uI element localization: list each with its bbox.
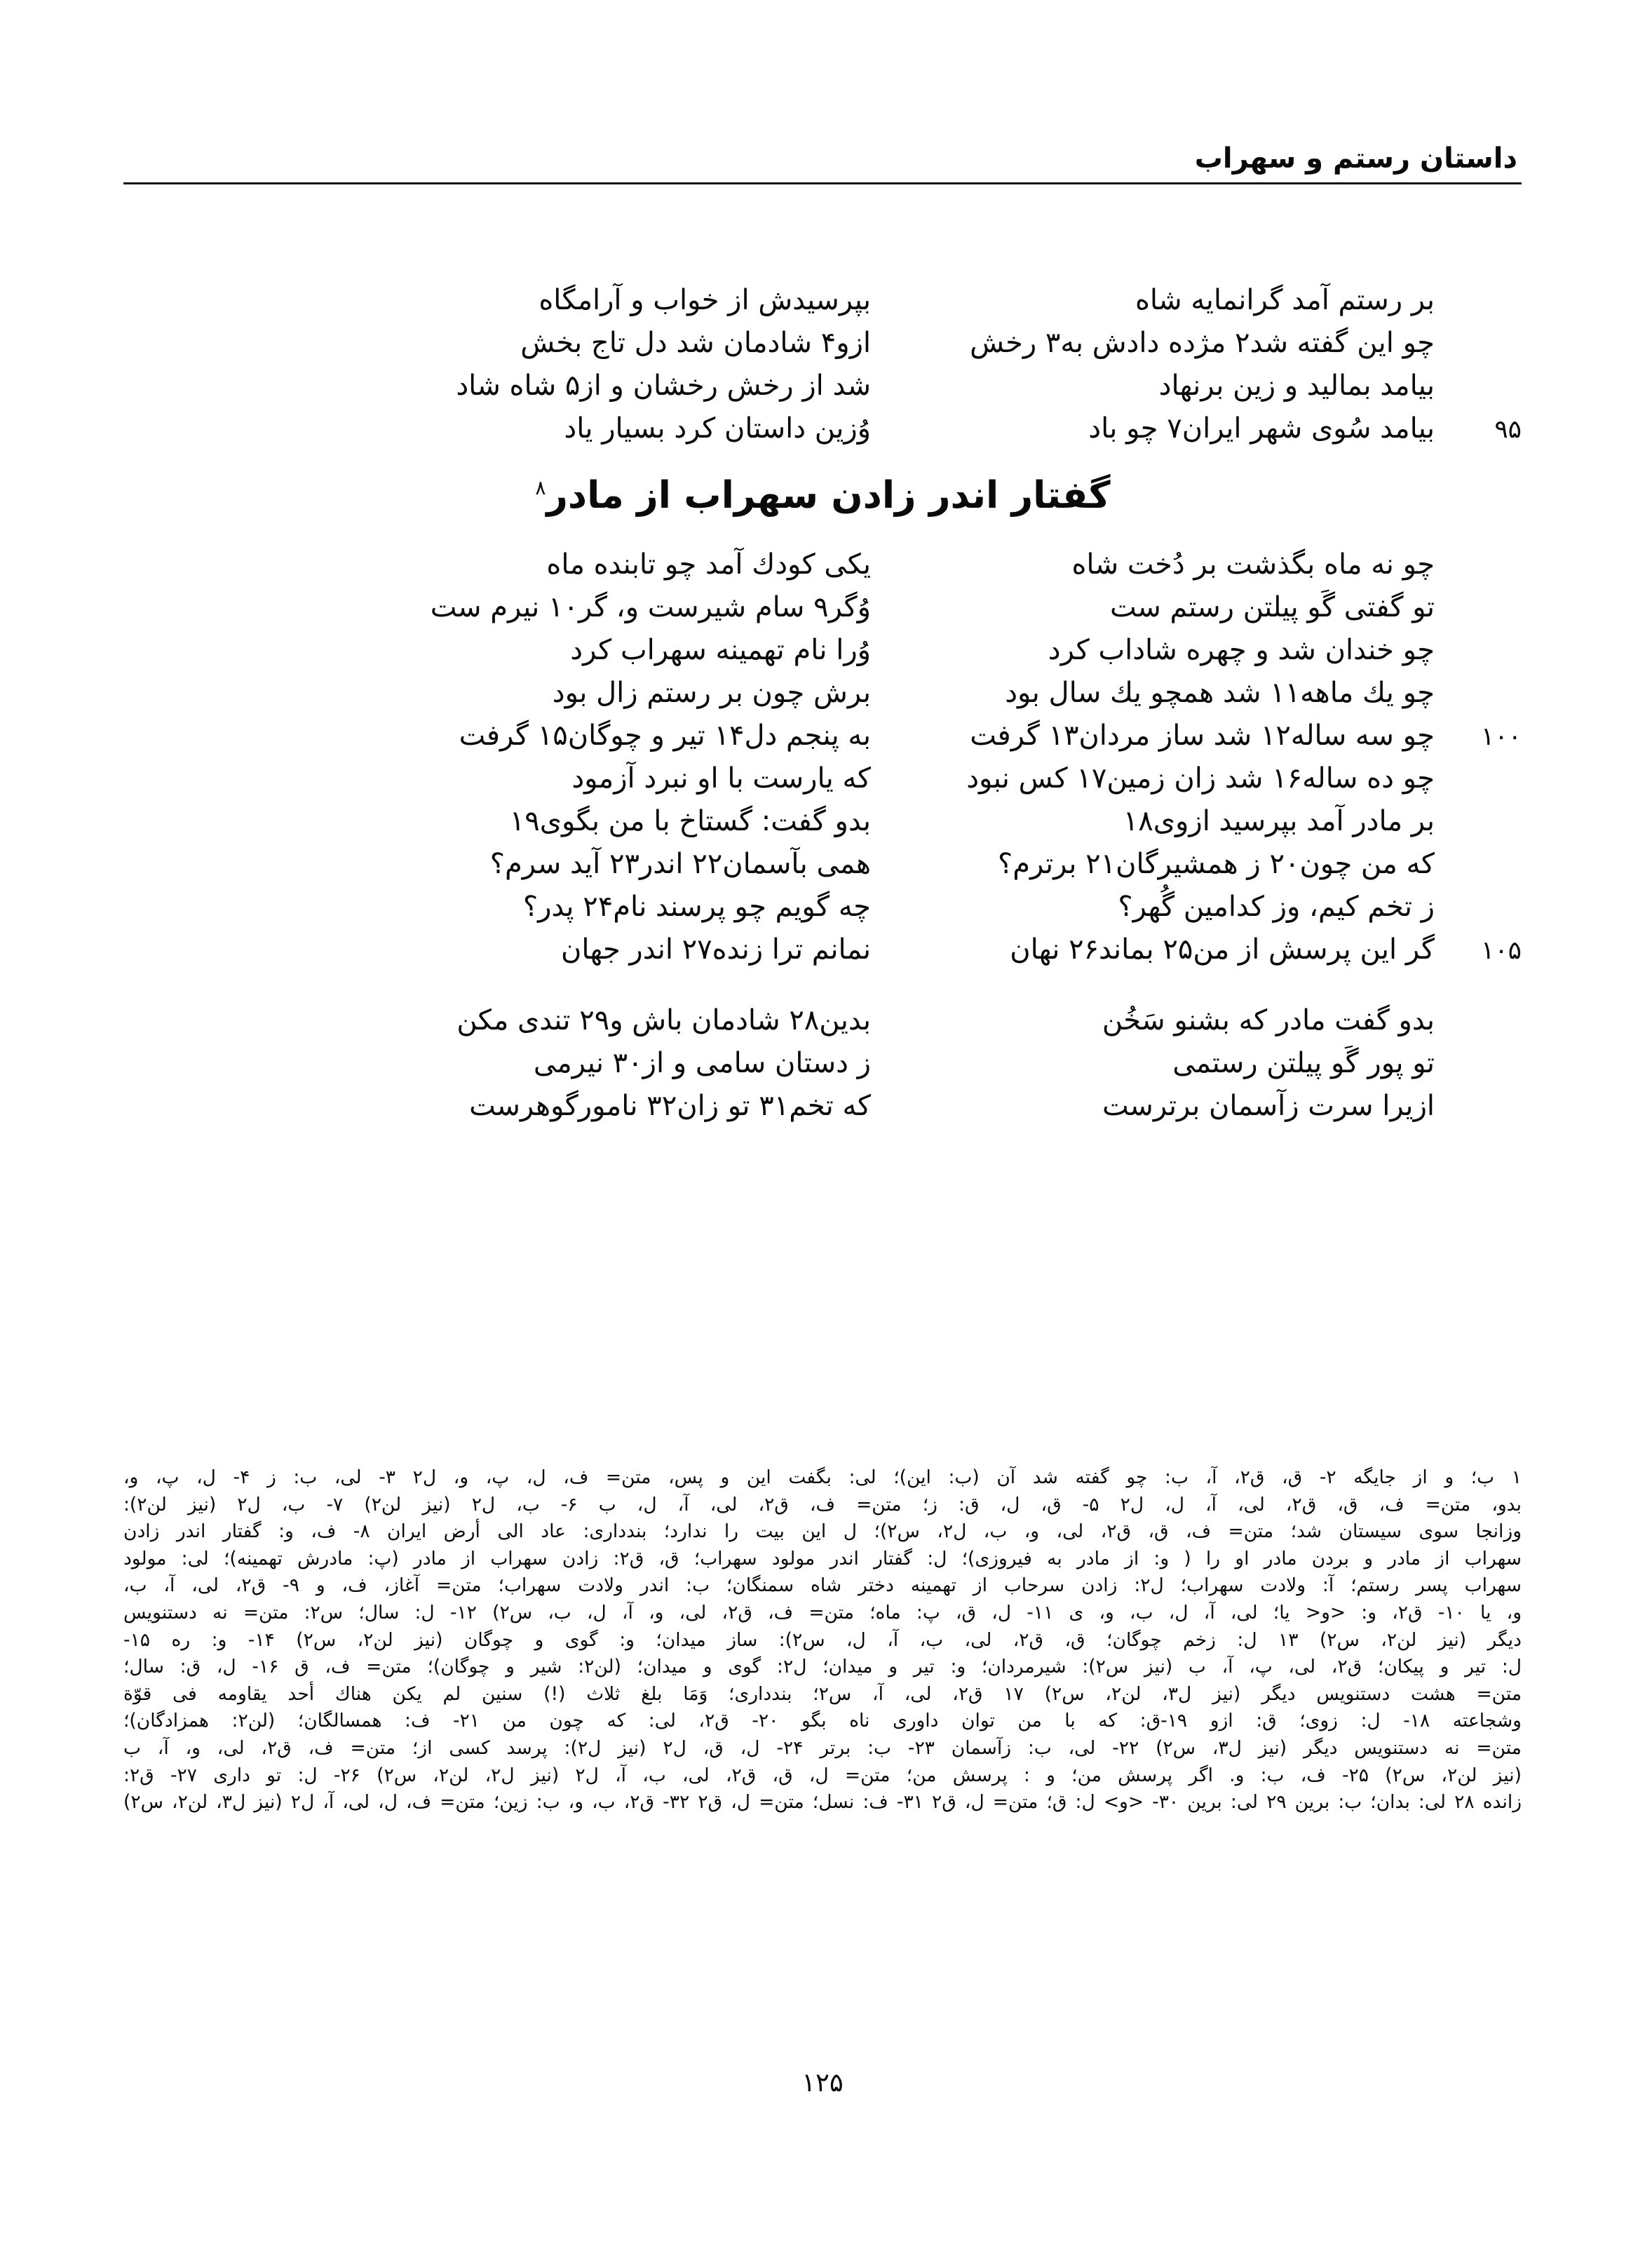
couplet-row bbox=[123, 757, 1522, 800]
couplet-row bbox=[123, 279, 1522, 322]
apparatus-line: متن= هشت دستنویس دیگر (نیز ل۳، لن۲، س۲) ۱۷ ق۲، لی، آ، س۲؛ بندداری؛ وَمَا بلغ ثلاث (!) سنین لم یکن هناك أحد یقاومه فی قوّة bbox=[123, 1682, 1522, 1705]
verse-number: ۱۰۵ bbox=[1480, 936, 1522, 965]
couplet-row bbox=[123, 629, 1522, 672]
apparatus-line: (نیز لن۲، س۲) ۲۵- ف، ب: و. اگر پرسش من؛ و : پرسش من؛ متن= ل، ق، ق۲، لی، ب، آ، ل۲ (نیز ل۲، لن۲، س۲) ۲۶- ل: تو داری ۲۷- ق۲: bbox=[123, 1764, 1522, 1786]
couplet-row bbox=[123, 672, 1522, 715]
verse-number: ۱۰۰ bbox=[1480, 722, 1522, 751]
couplet-block-3 bbox=[123, 999, 1522, 1128]
hemistich-left: که یارست با او نبرد آزمود bbox=[571, 762, 871, 795]
hemistich-right: بیامد سُوی شهر ایران۷ چو باد bbox=[1088, 412, 1435, 445]
hemistich-right: تو پور گَو پیلتن رستمی bbox=[1172, 1047, 1435, 1079]
section-heading-text: گفتار اندر زادن سهراب از مادر bbox=[546, 474, 1111, 517]
verse-area bbox=[123, 279, 1522, 1128]
apparatus-line: متن= نه دستنویس دیگر (نیز ل۳، س۲) ۲۲- لی، ب: زآسمان ۲۳- ب: برتر ۲۴- ل، ق، ل۲ (نیز ل۲): پرسد کسی از؛ متن= ف، ق۲، لی، و، آ، ب bbox=[123, 1736, 1522, 1759]
hemistich-left: نمانم ترا زنده۲۷ اندر جهان bbox=[560, 933, 871, 966]
hemistich-right: بیامد بمالید و زین برنهاد bbox=[1158, 370, 1435, 402]
apparatus-line: و، یا ۱۰- ق۲، و: <و< یا؛ لی، آ، ل، ب، و، ی ۱۱- ل، ق، پ: ماه؛ متن= ف، ق۲، لی، و، آ، ل، ب، س۲) ۱۲- ل: سال؛ س۲: متن= نه دستنویس bbox=[123, 1601, 1522, 1624]
verse-number: ۹۵ bbox=[1494, 415, 1522, 444]
hemistich-left: شد از رخش رخشان و از۵ شاه شاد bbox=[456, 370, 871, 402]
couplet-block-2 bbox=[123, 544, 1522, 971]
couplet-row bbox=[123, 843, 1522, 886]
hemistich-right: چو سه ساله۱۲ شد ساز مردان۱۳ گرفت bbox=[970, 720, 1435, 752]
hemistich-right: چو این گفته شد۲ مژده دادش به۳ رخش bbox=[970, 327, 1435, 359]
hemistich-right: چو ده ساله۱۶ شد زان زمین۱۷ کس نبود bbox=[966, 762, 1435, 795]
hemistich-left: ازو۴ شادمان شد دل تاج بخش bbox=[520, 327, 871, 359]
hemistich-right: ازیرا سرت زآسمان برترست bbox=[1102, 1090, 1435, 1122]
section-heading-footnote-marker: ۸ bbox=[535, 476, 546, 500]
block-gap bbox=[123, 971, 1522, 999]
apparatus-line: ل: تیر و پیکان؛ ق۲، لی، پ، آ، ب (نیز س۲): شیرمردان؛ و: تیر و میدان؛ ل۲: گوی و میدان؛ (لن۲: شیر و چوگان)؛ متن= ف، ق ۱۶- ل، ق: سال؛ bbox=[123, 1656, 1522, 1678]
hemistich-left: بدو گفت: گستاخ با من بگوی۱۹ bbox=[509, 805, 871, 837]
critical-apparatus bbox=[123, 1464, 1522, 1816]
hemistich-left: وُرا نام تهمینه سهراب کرد bbox=[570, 634, 871, 666]
hemistich-right: گر این پرسش از من۲۵ بماند۲۶ نهان bbox=[1010, 933, 1435, 966]
hemistich-right: تو گفتی گَو پیلتن رستم ست bbox=[1109, 591, 1435, 623]
apparatus-line: سهراب از مادر و بردن مادر او را ( و: از مادر به فیروزی)؛ ل: گفتار اندر مولود سهراب؛ ق، ق۲: زادن سهراب از مادر (پ: مادرش تهمینه)؛ لی: مولود bbox=[123, 1547, 1522, 1570]
apparatus-line: زانده ۲۸ لی: بدان؛ ب: برین ۲۹ لی: برین ۳۰- <و> ل: ق؛ متن= ل، ق۲ ۳۱- ف: نسل؛ متن= ل، ق۲ ۳۲- ق۲، ب، و، ب: زین؛ متن= ف، ل، لی، آ، ل۲ (نیز ل۳، لن۲، س۲) bbox=[123, 1791, 1522, 1814]
hemistich-right: بر مادر آمد بپرسید ازوی۱۸ bbox=[1123, 805, 1435, 837]
hemistich-left: بدین۲۸ شادمان باش و۲۹ تندی مکن bbox=[456, 1004, 871, 1037]
hemistich-right: چو خندان شد و چهره شاداب کرد bbox=[1048, 634, 1435, 666]
apparatus-line: سهراب پسر رستم؛ آ: ولادت سهراب؛ ل۲: زادن سرحاب از تهمینه دختر شاه سمنگان؛ ب: اندر ولادت سهراب؛ متن= آغاز، ف، و ۹- ق۲، لی، آ، ب، bbox=[123, 1574, 1522, 1597]
hemistich-right: بر رستم آمد گرانمایه شاه bbox=[1135, 284, 1435, 316]
hemistich-left: چه گویم چو پرسند نام۲۴ پدر؟ bbox=[522, 891, 871, 923]
hemistich-left: بپرسیدش از خواب و آرامگاه bbox=[539, 284, 871, 316]
apparatus-line: بدو، متن= ف، ق، ق۲، لی، آ، ل، ل۲ ۵- ق، ل، ق: ز؛ متن= ف، ق۲، لی، آ، ل، ب ۶- ب، ل۲ (نیز لن۲) ۷- ب، ل۲ (نیز لن۲): bbox=[123, 1493, 1522, 1516]
couplet-row bbox=[123, 929, 1522, 971]
hemistich-right: چو نه ماه بگذشت بر دُخت شاه bbox=[1071, 548, 1435, 581]
hemistich-right: چو یك ماهه۱۱ شد همچو یك سال بود bbox=[1005, 677, 1435, 709]
hemistich-right: ز تخم کیم، وز کدامین گُهر؟ bbox=[1118, 891, 1435, 923]
section-heading bbox=[123, 474, 1522, 517]
couplet-row bbox=[123, 365, 1522, 407]
hemistich-left: همی بآسمان۲۲ اندر۲۳ آید سرم؟ bbox=[489, 848, 871, 880]
couplet-row bbox=[123, 586, 1522, 629]
couplet-row bbox=[123, 407, 1522, 450]
apparatus-line: وشجاعته ۱۸- ل: زوی؛ ق: ازو ۱۹-ق: که با من توان داوری ناه بگو ۲۰- ق۲، لی: که چون من ۲۱- ف: همسالگان؛ (لن۲: همزادگان)؛ bbox=[123, 1710, 1522, 1732]
couplet-row bbox=[123, 999, 1522, 1042]
hemistich-left: وُزین داستان کرد بسیار یاد bbox=[564, 412, 871, 445]
hemistich-left: ز دستان سامی و از۳۰ نیرمی bbox=[533, 1047, 871, 1079]
couplet-block-1 bbox=[123, 279, 1522, 450]
apparatus-line: دیگر (نیز لن۲، س۲) ۱۳ ل: زخم چوگان؛ ق، ق۲، لی، ب، آ، ل، س۲): ساز میدان؛ و: گوی و چوگان (نیز لن۲، س۲) ۱۴- و: ره ۱۵- bbox=[123, 1628, 1522, 1651]
hemistich-left: که تخم۳۱ تو زان۳۲ نامورگوهرست bbox=[469, 1090, 871, 1122]
running-head-region bbox=[123, 144, 1522, 184]
apparatus-line: ۱ ب؛ و از جایگه ۲- ق، ق۲، آ، ب: چو گفته شد آن (ب: این)؛ لی: بگفت این و پس، متن= ف، ل، پ، و، ل۲ ۳- لی، ب: ز ۴- ل، پ، و، bbox=[123, 1466, 1522, 1488]
hemistich-right: که من چون۲۰ ز همشیرگان۲۱ برترم؟ bbox=[997, 848, 1435, 880]
couplet-row bbox=[123, 800, 1522, 843]
couplet-row bbox=[123, 322, 1522, 365]
couplet-row bbox=[123, 544, 1522, 586]
couplet-row bbox=[123, 886, 1522, 929]
hemistich-right: بدو گفت مادر که بشنو سَخُن bbox=[1102, 1004, 1435, 1037]
hemistich-left: یکی کودك آمد چو تابنده ماه bbox=[546, 548, 871, 581]
couplet-row bbox=[123, 715, 1522, 757]
hemistich-left: برش چون بر رستم زال بود bbox=[552, 677, 871, 709]
folio-number: ۱۲۵ bbox=[801, 2067, 844, 2098]
apparatus-line: وزانجا سوی سیستان شد؛ متن= ف، ق، ق۲، لی، و، ب، ل۲، س۲)؛ ل این بیت را ندارد؛ بندداری: عاد الی أرض ایران ۸- ف، و: گفتار اندر زادن bbox=[123, 1520, 1522, 1543]
hemistich-left: وُگر۹ سام شیرست و، گر۱۰ نیرم ست bbox=[430, 591, 871, 623]
couplet-row bbox=[123, 1042, 1522, 1085]
header-divider bbox=[123, 182, 1522, 184]
hemistich-left: به پنجم دل۱۴ تیر و چوگان۱۵ گرفت bbox=[459, 720, 871, 752]
couplet-row bbox=[123, 1085, 1522, 1128]
running-head: داستان رستم و سهراب bbox=[1194, 142, 1517, 175]
